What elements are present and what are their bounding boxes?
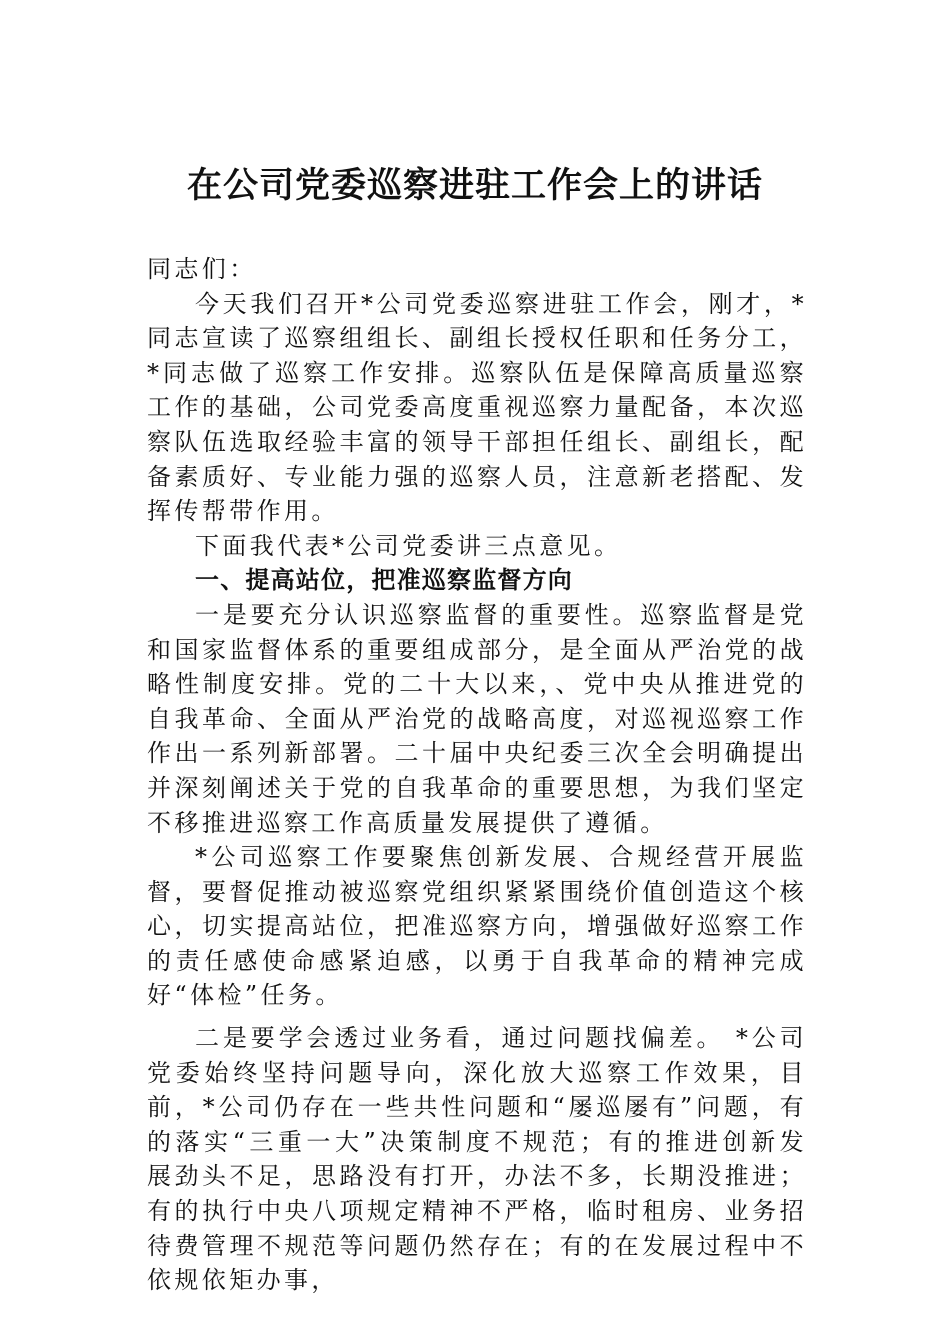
document-body	[147, 252, 807, 1298]
paragraph-company-focus: *公司巡察工作要聚焦创新发展、合规经营开展监督，要督促推动被巡察党组织紧紧围绕价值创造这个核心，切实提高站位，把准巡察方向，增强做好巡察工作的责任感使命感紧迫感，以勇于自我革命的精神完成好“体检”任务。	[147, 843, 807, 1010]
paragraph-point-2: 二是要学会透过业务看，通过问题找偏差。 *公司党委始终坚持问题导向，深化放大巡察工作效果，目前，*公司仍存在一些共性问题和“屡巡屡有”问题，有的落实“三重一大”决策制度不规范；有的推进创新发展劲头不足，思路没有打开，办法不多，长期没推进；有的执行中央八项规定精神不严格，临时租房、业务招待费管理不规范等问题仍然存在；有的在发展过程中不依规依矩办事，	[147, 1024, 807, 1295]
section-heading-1: 一、提高站位，把准巡察监督方向	[195, 566, 573, 595]
paragraph-intro: 下面我代表*公司党委讲三点意见。	[195, 531, 622, 560]
salutation: 同志们：	[147, 255, 257, 283]
paragraph-point-1: 一是要充分认识巡察监督的重要性。巡察监督是党和国家监督体系的重要组成部分，是全面从严治党的战略性制度安排。党的二十大以来，、党中央从推进党的自我革命、全面从严治党的战略高度，对巡视巡察工作作出一系列新部署。二十届中央纪委三次全会明确提出并深刻阐述关于党的自我革命的重要思想，为我们坚定不移推进巡察工作高质量发展提供了遵循。	[147, 600, 807, 837]
paragraph-opening: 今天我们召开*公司党委巡察进驻工作会，刚才，*同志宣读了巡察组组长、副组长授权任职和任务分工，*同志做了巡察工作安排。巡察队伍是保障高质量巡察工作的基础，公司党委高度重视巡察力量配备，本次巡察队伍选取经验丰富的领导干部担任组长、副组长，配备素质好、专业能力强的巡察人员，注意新老搭配、发挥传帮带作用。	[147, 289, 807, 526]
document-title: 在公司党委巡察进驻工作会上的讲话	[186, 165, 763, 206]
